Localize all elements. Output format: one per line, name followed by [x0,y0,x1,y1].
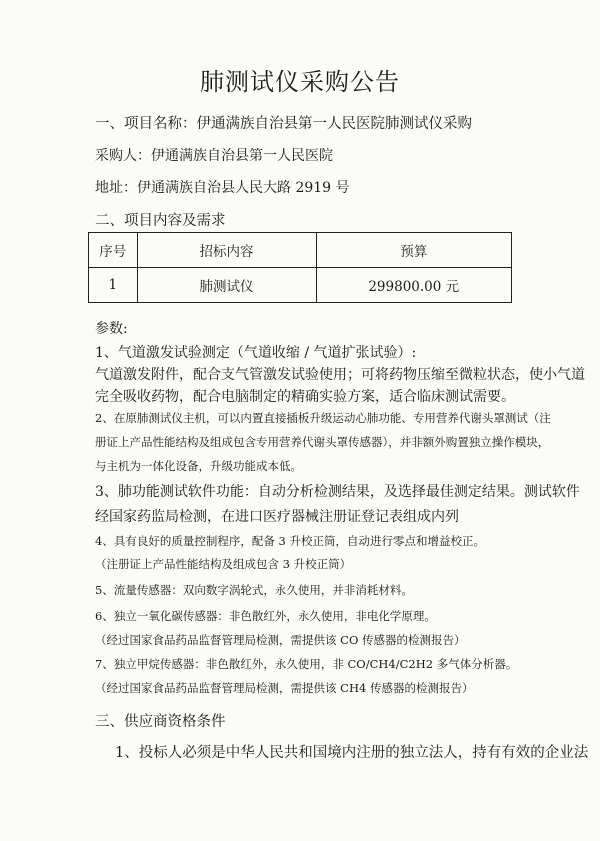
param-6-text: 6、独立一氧化碳传感器：非色散红外，永久使用，非电化学原理。 [95,609,436,623]
purchaser-line: 采购人：伊通满族自治县第一人民医院 [95,148,333,164]
param-4-note: （注册证上产品性能结构及组成包含 3 升校正筒） [95,557,352,571]
param-4-text: 4、具有良好的质量控制程序，配备 3 升校正筒，自动进行零点和增益校正。 [95,534,485,548]
table-header-cell: 招标内容 [137,233,316,268]
requirements-heading: 二、项目内容及需求 [95,213,226,229]
project-name-heading: 一、项目名称：伊通满族自治县第一人民医院肺测试仪采购 [95,116,472,132]
table-cell: 肺测试仪 [137,268,316,303]
param-1-text: 完全吸收药物，配合电脑制定的精确实验方案，适合临床测试需要。 [95,389,515,405]
qualification-text: 1、投标人必须是中华人民共和国境内注册的独立法人，持有有效的企业法 [115,745,589,761]
param-1-title: 1、气道激发试验测定（气道收缩 / 气道扩张试验）: [95,345,417,361]
table-cell: 299800.00 元 [316,268,512,303]
table-header-row [89,233,512,268]
param-2-text: 册证上产品性能结构及组成包含专用营养代谢头罩传感器），并非额外购置独立操作模块， [95,435,550,449]
page-title: 肺测试仪采购公告 [200,68,400,96]
param-3-text: 3、肺功能测试软件功能：自动分析检测结果，及选择最佳测定结果。测试软件 [95,484,580,500]
table-header-cell: 预算 [316,233,512,268]
table-row [89,268,512,303]
param-2-text: 2、在原肺测试仪主机，可以内置直接插板升级运动心肺功能、专用营养代谢头罩测试（注 [95,411,551,425]
param-6-note: （经过国家食品药品监督管理局检测，需提供该 CO 传感器的检测报告） [95,633,466,647]
qualification-heading: 三、供应商资格条件 [95,714,226,730]
param-7-note: （经过国家食品药品监督管理局检测，需提供该 CH4 传感器的检测报告） [95,681,474,695]
param-3-text: 经国家药监局检测，在进口医疗器械注册证登记表组成内列 [95,509,459,525]
params-label: 参数: [95,321,128,337]
param-2-text: 与主机为一体化设备，升级功能成本低。 [95,459,302,473]
table-header-cell: 序号 [89,233,138,268]
param-1-text: 气道激发附件，配合支气管激发试验使用；可将药物压缩至微粒状态，使小气道 [95,367,585,383]
address-line: 地址：伊通满族自治县人民大路 2919 号 [95,180,350,196]
param-7-text: 7、独立甲烷传感器：非色散红外，永久使用，非 CO/CH4/C2H2 多气体分析器。 [95,657,518,671]
requirements-table [88,232,512,303]
param-5-text: 5、流量传感器：双向数字涡轮式，永久使用，并非消耗材料。 [95,583,413,597]
table-cell: 1 [89,268,138,303]
